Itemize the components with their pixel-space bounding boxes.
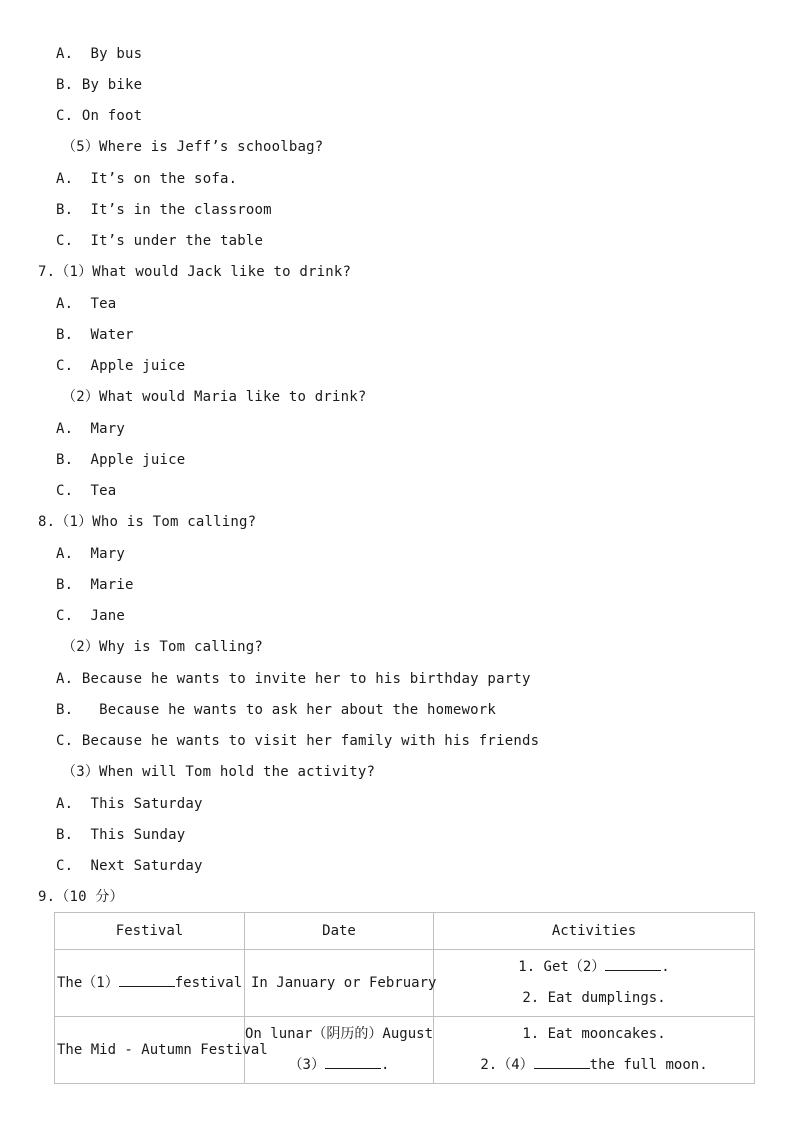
option-c-tea: C. Tea — [56, 483, 117, 499]
date-cell-2 — [245, 1017, 434, 1084]
option-a-on-sofa: A. It’s on the sofa. — [56, 171, 238, 187]
question-9-heading: 9.（10 分） — [38, 889, 124, 905]
activity-2-2-suffix: the full moon. — [589, 1057, 708, 1073]
activity-1-1-prefix: 1. Get（2） — [518, 959, 606, 975]
option-c-apple-juice: C. Apple juice — [56, 358, 186, 374]
date-2-line1: On lunar（阴历的）August — [245, 1026, 434, 1042]
activity-1-2: 2. Eat dumplings. — [522, 990, 666, 1006]
option-c-jane: C. Jane — [56, 608, 126, 624]
table-row — [55, 1017, 755, 1084]
blank-3[interactable] — [325, 1054, 381, 1069]
option-a-this-saturday: A. This Saturday — [56, 796, 203, 812]
option-c-next-saturday: C. Next Saturday — [56, 858, 203, 874]
festival-table — [54, 912, 755, 1084]
festival-2-text: The Mid - Autumn Festival — [57, 1041, 268, 1058]
header-date: Date — [245, 913, 434, 950]
table-row — [55, 950, 755, 1017]
festival-cell-1 — [55, 950, 245, 1017]
table-header-row — [55, 913, 755, 950]
blank-1[interactable] — [119, 972, 175, 987]
date-1-text: In January or February — [251, 974, 437, 991]
option-b-homework: B. Because he wants to ask her about the homework — [56, 702, 497, 718]
activity-2-1: 1. Eat mooncakes. — [522, 1026, 666, 1042]
blank-4[interactable] — [534, 1054, 590, 1069]
option-b-by-bike: B. By bike — [56, 77, 143, 93]
option-c-visit: C. Because he wants to visit her family with his friends — [56, 733, 540, 749]
festival-cell-2 — [55, 1017, 268, 1084]
question-8-1: 8.（1）Who is Tom calling? — [38, 514, 257, 530]
option-a-by-bus: A. By bus — [56, 46, 143, 62]
option-a-tea: A. Tea — [56, 296, 117, 312]
blank-2[interactable] — [605, 956, 661, 971]
question-6-5: （5）Where is Jeff’s schoolbag? — [62, 139, 324, 155]
option-b-marie: B. Marie — [56, 577, 134, 593]
question-7-2: （2）What would Maria like to drink? — [62, 389, 367, 405]
option-b-this-sunday: B. This Sunday — [56, 827, 186, 843]
question-8-2: （2）Why is Tom calling? — [62, 639, 263, 655]
option-a-mary: A. Mary — [56, 421, 126, 437]
festival-1-suffix: festival — [174, 974, 243, 991]
date-2-prefix: （3） — [288, 1057, 325, 1073]
question-7-1: 7.（1）What would Jack like to drink? — [38, 264, 352, 280]
activity-2-2-prefix: 2.（4） — [480, 1057, 534, 1073]
option-b-in-classroom: B. It’s in the classroom — [56, 202, 272, 218]
activities-cell-2 — [434, 1017, 755, 1084]
date-2-suffix: . — [381, 1057, 390, 1073]
festival-1-prefix: The（1） — [57, 974, 119, 991]
header-activities: Activities — [434, 913, 755, 950]
option-b-apple-juice: B. Apple juice — [56, 452, 186, 468]
option-a-invite: A. Because he wants to invite her to his birthday party — [56, 671, 531, 687]
option-c-under-table: C. It’s under the table — [56, 233, 264, 249]
activity-1-1-suffix: . — [661, 959, 670, 975]
option-a-mary-8: A. Mary — [56, 546, 126, 562]
option-b-water: B. Water — [56, 327, 134, 343]
activities-cell-1 — [434, 950, 755, 1017]
date-cell-1 — [245, 950, 437, 1017]
header-festival: Festival — [55, 913, 245, 950]
question-8-3: （3）When will Tom hold the activity? — [62, 764, 376, 780]
option-c-on-foot: C. On foot — [56, 108, 143, 124]
